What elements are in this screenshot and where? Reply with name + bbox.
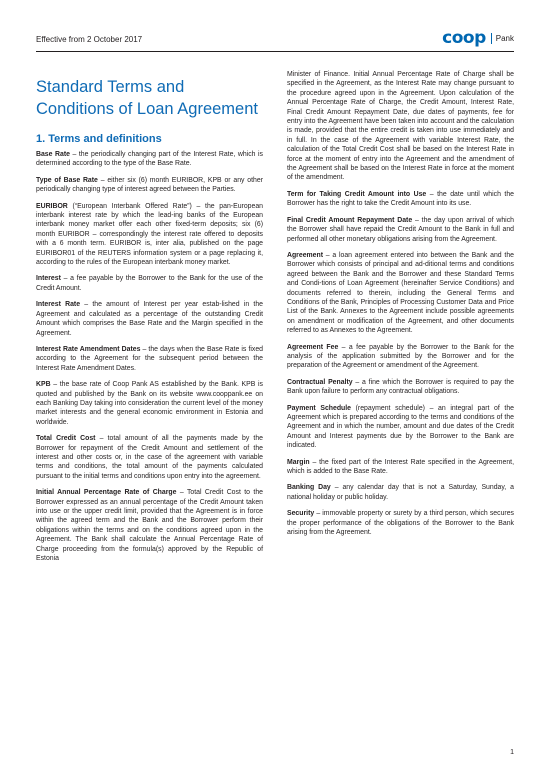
definition-term: Payment Schedule [287, 404, 351, 412]
definition-paragraph [287, 251, 514, 336]
coop-pank-logo [442, 30, 514, 47]
definition-paragraph [287, 509, 514, 537]
section-heading: 1. Terms and definitions [36, 133, 162, 145]
definition-term: Final Credit Amount Repayment Date [287, 216, 413, 224]
definition-paragraph [287, 483, 514, 502]
right-definitions [287, 190, 514, 538]
definition-text: – the fixed part of the Interest Rate specified in the Agreement, which is added to the Base Rate. [287, 458, 514, 476]
definition-text: – the day upon arrival of which the Borrower shall have repaid the Credit Amount to the Bank in full and performed all other monetary obligations arising from the Agreement. [287, 216, 514, 243]
page-number: 1 [510, 749, 514, 756]
header-rule [36, 51, 514, 52]
definition-paragraph [36, 434, 263, 481]
definition-term: Agreement Fee [287, 343, 339, 351]
definition-paragraph [287, 190, 514, 209]
definition-text: – the base rate of Coop Pank AS established by the Bank. KPB is quoted and published by the Bank on its website www.cooppank.ee on each Banking Day taking into consideration the current level of the money market interests and the general economic environment in Estonia and worldwide. [36, 381, 263, 426]
definition-term: KPB [36, 381, 51, 389]
definition-term: Security [287, 510, 315, 518]
effective-date: Effective from 2 October 2017 [36, 35, 143, 44]
logo-wordmark: coop [442, 28, 486, 48]
definition-text: – total amount of all the payments made by the Borrower for repayment of the Credit Amount and settlement of the interest and other costs or, in the case of the agreement with variable terms and conditions, the total amount of the payments calculated pursuant to the initial terms and conditions upon entry into the agreement. [36, 435, 263, 480]
definition-text: (repayment schedule) – an integral part of the Agreement which is prepared according to the terms and conditions of the Agreement and in which the number, amount and due dates of the Credit Amount and Interest payments due by the Borrower to the Bank are indicated. [287, 404, 514, 450]
definition-text: – a fee payable by the Borrower to the Bank for the analysis of the application submitted by the Borrower and for the preparation of the Agreement or amendment of the Agreement. [287, 343, 514, 370]
definition-text: – a fee payable by the Borrower to the Bank for the use of the Credit Amount. [36, 275, 263, 292]
definition-paragraph [36, 176, 263, 195]
definition-paragraph [36, 202, 263, 268]
definition-text: – immovable property or surety by a third person, which secures the proper performance of the obligations of the Borrower to the Bank arising from the Agreement. [287, 510, 514, 537]
definition-text: – the amount of Interest per year estab-lished in the Agreement and calculated as a percentage of the outstanding Credit Amount which comprises the Base Rate and the Margin specified in the Agreement. [36, 301, 263, 337]
left-definitions [36, 150, 263, 563]
definition-term: Margin [287, 458, 310, 466]
definition-term: Banking Day [287, 484, 331, 492]
logo-subtitle: Pank [495, 34, 514, 43]
definition-text: – the periodically changing part of the Interest Rate, which is determined according to the type of the Base Rate. [36, 151, 263, 168]
definition-paragraph [287, 378, 514, 397]
continued-paragraph: Minister of Finance. Initial Annual Percentage Rate of Charge shall be specified in the Agreement, as the Interest Rate may change pursuant to the procedure agreed upon in the Agreement. Upon calculation of the Annual Percentage Rate of Charge, the Credit Amount, Interest Rate, Final Credit Amount Repayment Date, due dates of payments, fee for entry into the Agreement have been taken into account and the calculation is made, provided that the entire credit is taken into use immediately and in full. In the case of the Agreement with variable Interest Rate, the calculation of the Total Credit Cost shall be based on the Interest Rate in force at the moment of entry into the Agreement and the amendment of the Agreement shall be based on the Interest Rate in force at the moment of the amendment. [287, 71, 514, 182]
definition-text: – a loan agreement entered into between the Bank and the Borrower which consists of principal and ad-ditional terms and conditions agreed between the Bank and the Borrower and these Standard Terms and Condi-tions of Loan Agreement (hereinafter Service Conditions) and documents referred to therein, including the General Terms and Conditions of the Bank, Principles of Processing Customer Data and Price List of the Bank. Annexes to the Agreement include possible agreements on amendment or modification of the Agreement, and other documents referred to as Annexes to the Agreement. [287, 251, 514, 335]
definition-paragraph [36, 300, 263, 338]
definition-text: – any calendar day that is not a Saturday, Sunday, a national holiday or public holiday. [287, 484, 514, 501]
definition-term: Interest [36, 275, 61, 283]
left-column [36, 70, 263, 570]
definition-term: Initial Annual Percentage Rate of Charge [36, 489, 177, 497]
definition-term: Type of Base Rate [36, 176, 98, 184]
definition-paragraph [287, 343, 514, 371]
definition-term: Total Credit Cost [36, 435, 96, 443]
right-column [287, 70, 514, 544]
definition-paragraph [36, 150, 263, 169]
definition-paragraph [287, 404, 514, 451]
definition-text: – the days when the Base Rate is fixed according to the Agreement for the subsequent period between the Interest Rate Amendment Dates. [36, 345, 263, 372]
definition-text: – Total Credit Cost to the Borrower expressed as an annual percentage of the Credit Amount taken into use or the upper credit limit, provided that the Agreement is in force within the agreed term and the Bank and the Borrower perform their obligations within the terms and on the conditions agreed upon in the Agreement. The Bank shall calculate the Annual Percentage Rate of Charge proceeding from the formula(s) approved by the Republic of Estonia [36, 489, 263, 563]
definition-term: Agreement [287, 251, 323, 259]
definition-term: Base Rate [36, 151, 70, 158]
definition-paragraph [36, 380, 263, 427]
definition-term: Interest Rate [36, 301, 81, 309]
definition-text: – either six (6) month EURIBOR, KPB or any other periodically changing type of interest agreed between the Parties. [36, 176, 263, 194]
definition-term: Interest Rate Amendment Dates [36, 345, 141, 353]
definition-text: (“European Interbank Offered Rate”) – the pan-European interbank interest rate by which the lead-ing banks of the European interbank money market offer each other fixed-term deposits; six (6) month EURIBOR – correspondingly the interest rate offered to deposits with a 6 month term. EURIBOR is, inter alia, published on the page EURIBOR01 of the REUTERS information system or a page replacing it, according to the rules of the European interbank money market. [36, 202, 263, 267]
logo-divider [491, 33, 492, 44]
definition-text: – the date until which the Borrower has the right to take the Credit Amount into its use. [287, 190, 514, 208]
definition-paragraph [36, 274, 263, 293]
definition-paragraph [36, 488, 263, 563]
definition-term: Term for Taking Credit Amount into Use [287, 190, 427, 198]
definition-term: EURIBOR [36, 202, 68, 210]
definition-paragraph [287, 216, 514, 244]
definition-term: Contractual Penalty [287, 378, 353, 386]
definition-text: – a fine which the Borrower is required to pay the Bank upon failure to perform any contractual obligations. [287, 378, 514, 396]
document-title: Standard Terms and Conditions of Loan Agreement [36, 78, 258, 118]
definition-paragraph [287, 458, 514, 477]
definition-paragraph [36, 345, 263, 373]
